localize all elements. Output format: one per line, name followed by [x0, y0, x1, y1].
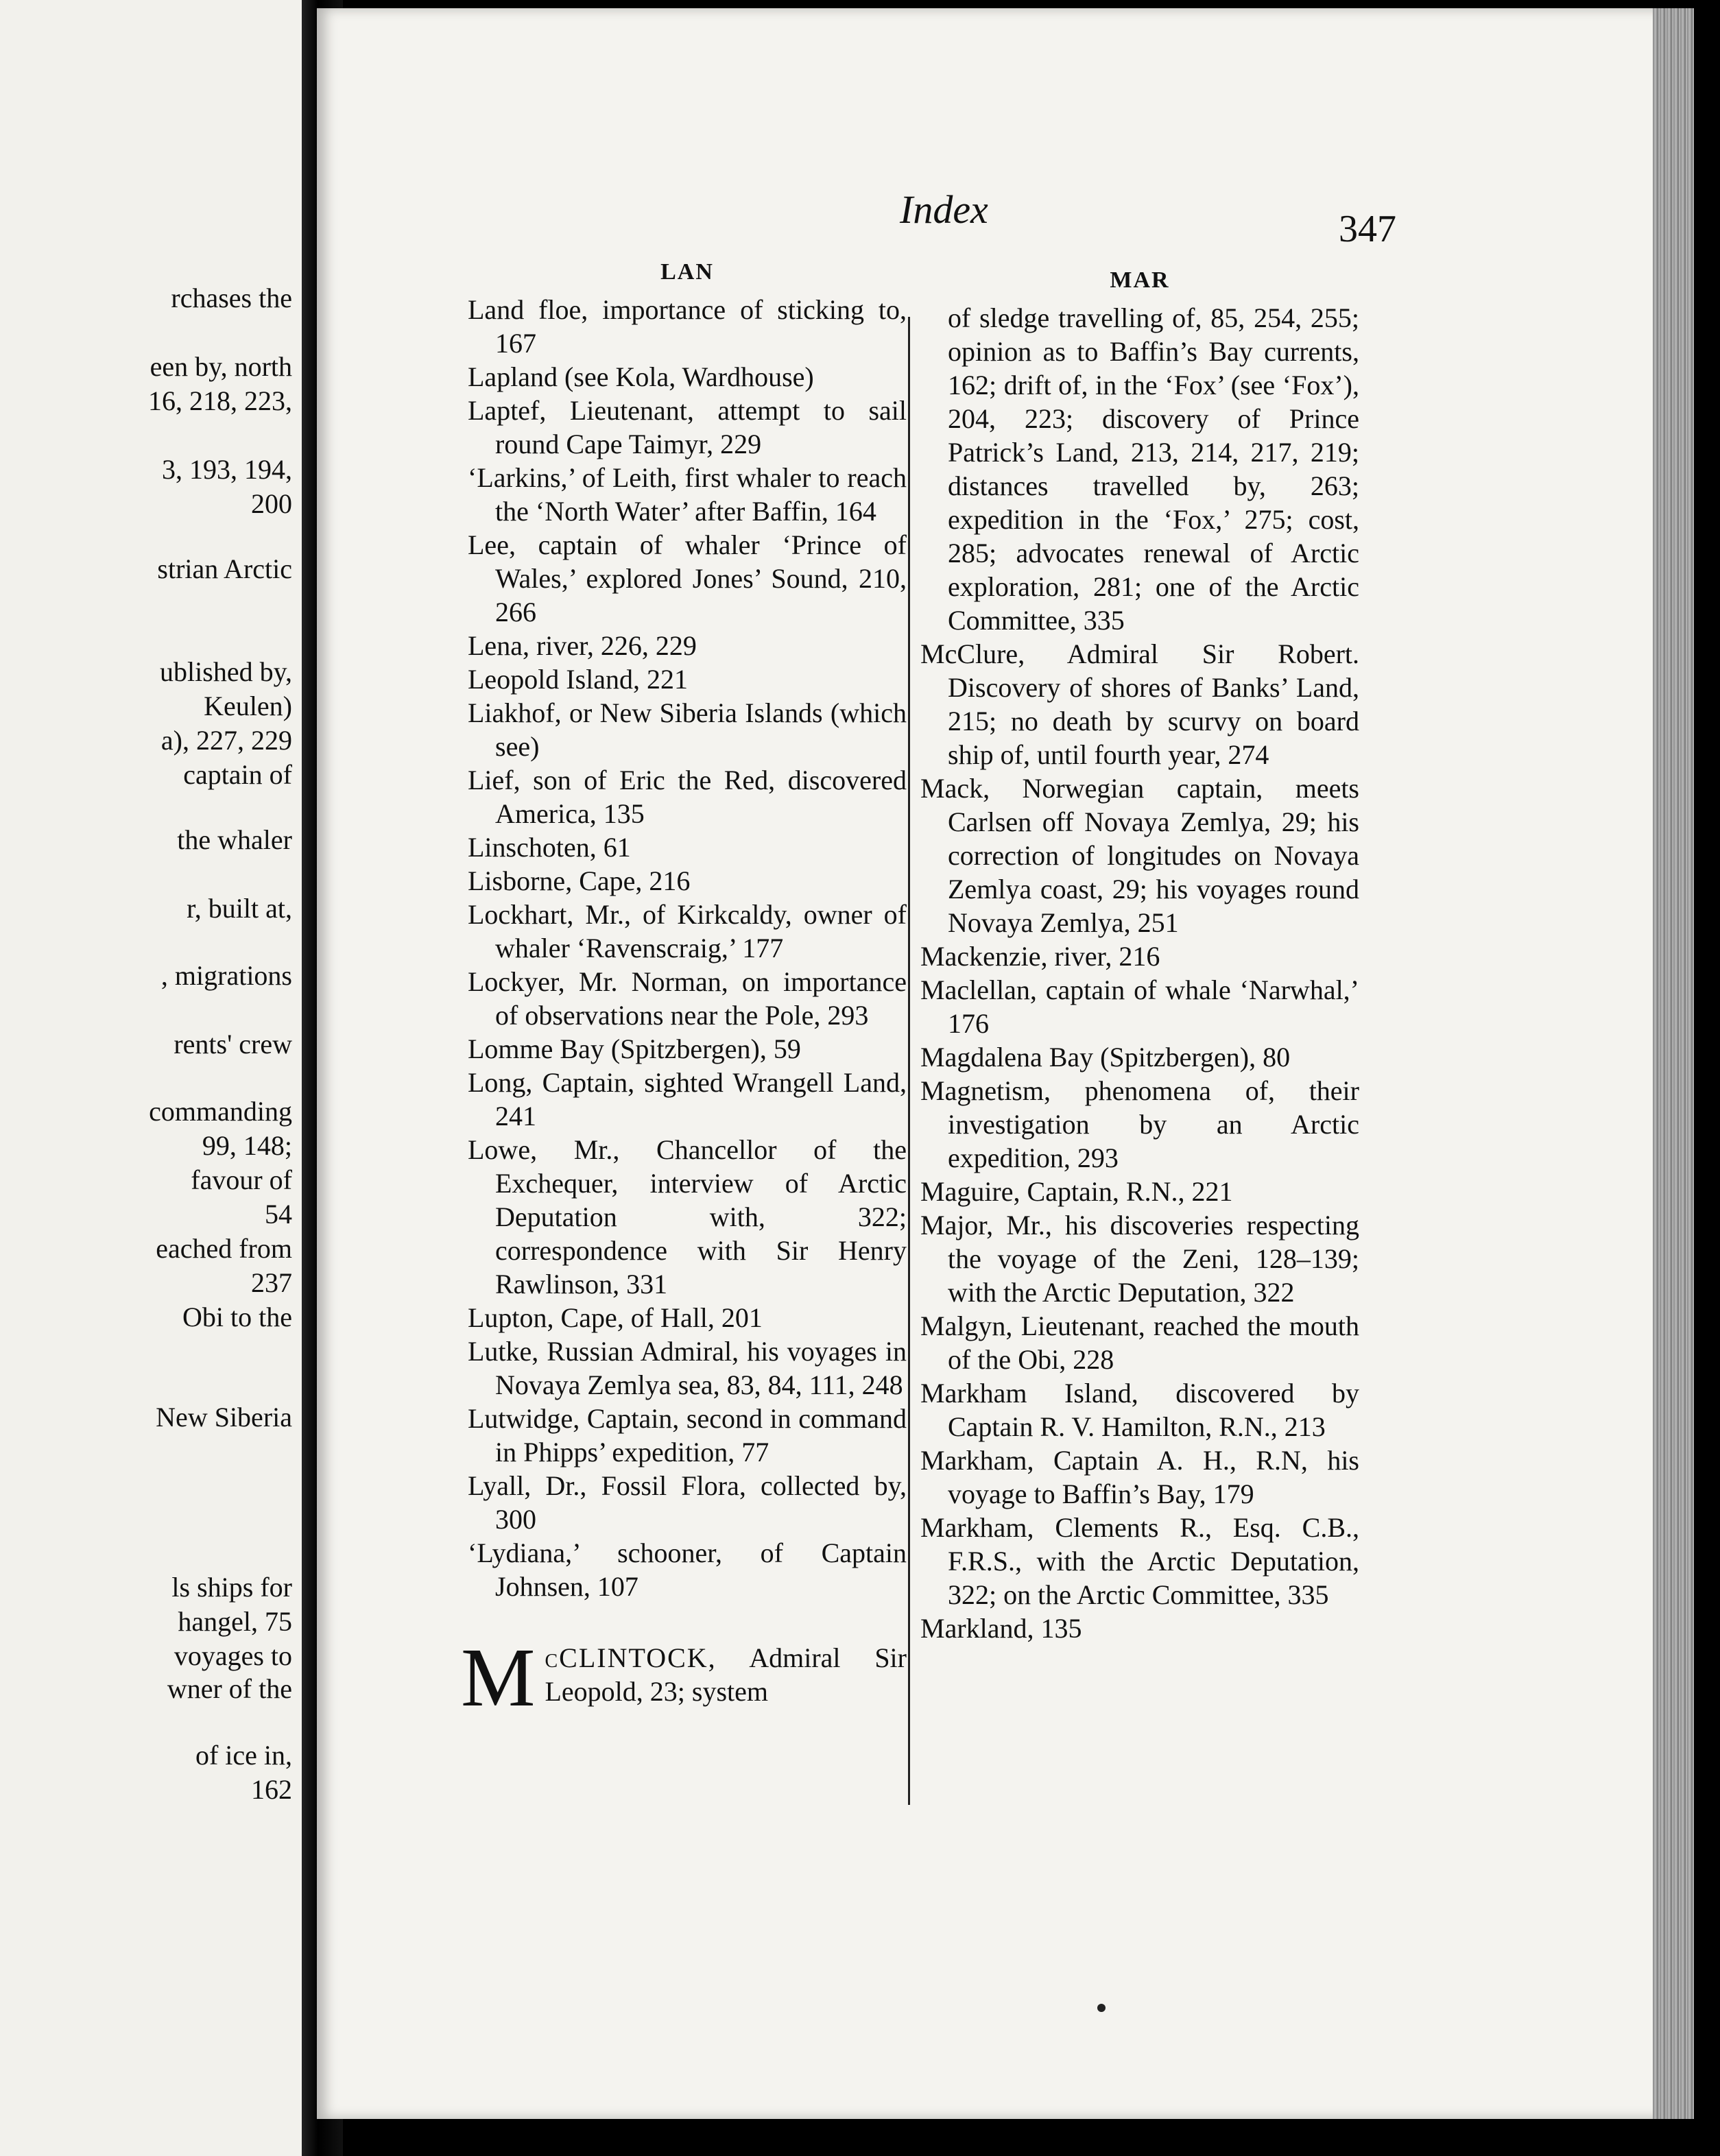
index-entry: Malgyn, Lieutenant, reached the mouth of the Obi, 228 [920, 1310, 1359, 1375]
left-page-fragment: een by, north [150, 351, 292, 382]
left-page-fragment: ublished by, [160, 656, 292, 687]
left-page-fragment: 162 [251, 1774, 292, 1805]
index-entry: Lomme Bay (Spitzbergen), 59 [468, 1033, 801, 1064]
guide-word-left: LAN [660, 259, 714, 285]
index-entry: Lutke, Russian Admiral, his voyages in Novaya Zemlya sea, 83, 84, 111, 248 [468, 1336, 907, 1400]
left-page-fragment: hangel, 75 [178, 1606, 292, 1637]
left-page-fragment: wner of the [167, 1673, 292, 1704]
index-entry: Lupton, Cape, of Hall, 201 [468, 1302, 763, 1333]
index-entry: Liakhof, or New Siberia Islands (which see) [468, 697, 907, 762]
left-page-fragment: New Siberia [156, 1402, 292, 1433]
index-entry: Major, Mr., his discoveries respecting the voyage of the Zeni, 128–139; with the Arctic Deputation, 322 [920, 1210, 1359, 1308]
entry-list-right [920, 301, 1359, 1645]
index-entry: ‘Larkins,’ of Leith, first whaler to reach the ‘North Water’ after Baffin, 164 [468, 462, 907, 527]
index-entry: Land floe, importance of sticking to, 167 [468, 294, 907, 359]
left-page-fragment: Obi to the [182, 1302, 292, 1332]
index-entry: Laptef, Lieutenant, attempt to sail round Cape Taimyr, 229 [468, 395, 907, 459]
index-entry: Mackenzie, river, 216 [920, 941, 1160, 972]
left-page-fragment: strian Arctic [157, 553, 292, 584]
index-entry: Lockyer, Mr. Norman, on importance of observations near the Pole, 293 [468, 966, 907, 1031]
left-page-edge [0, 0, 302, 2156]
left-page-fragment: 54 [265, 1199, 292, 1230]
entry-list-left [468, 293, 907, 1603]
left-page-fragment: ls ships for [171, 1572, 292, 1603]
index-entry: Long, Captain, sighted Wrangell Land, 241 [468, 1067, 907, 1131]
dropcap-initial: M [461, 1631, 536, 1724]
left-page-fragment: captain of [183, 759, 292, 790]
left-page-fragment: r, built at, [187, 893, 292, 924]
left-page-fragment: 3, 193, 194, [162, 454, 292, 485]
index-entry: Maclellan, captain of whale ‘Narwhal,’ 176 [920, 974, 1359, 1039]
dropcap-rest: Admiral Sir Leopold, 23; system [545, 1642, 907, 1707]
index-entry: Markland, 135 [920, 1613, 1082, 1644]
index-entry: Lena, river, 226, 229 [468, 630, 697, 661]
left-page-fragment: eached from [156, 1233, 292, 1264]
index-entry: Linschoten, 61 [468, 832, 631, 863]
column-divider [908, 317, 910, 1805]
index-entry: Lowe, Mr., Chancellor of the Exchequer, interview of Arctic Deputation with, 322; correspondence with Sir Henry Rawlinson, 331 [468, 1134, 907, 1299]
index-entry: Maguire, Captain, R.N., 221 [920, 1176, 1233, 1207]
index-entry: Lisborne, Cape, 216 [468, 865, 691, 896]
left-page-fragment: , migrations [160, 960, 292, 991]
page-number: 347 [1339, 208, 1396, 250]
left-page-fragment: 99, 148; [202, 1130, 292, 1161]
index-entry: Markham, Captain A. H., R.N, his voyage to Baffin’s Bay, 179 [920, 1445, 1359, 1509]
left-page-fragment: voyages to [174, 1640, 292, 1671]
left-page-fragment: the whaler [177, 824, 292, 855]
guide-word-right: MAR [1110, 267, 1170, 293]
index-entry: Lief, son of Eric the Red, discovered America, 135 [468, 765, 907, 829]
left-page-fragment: 200 [251, 488, 292, 519]
index-entry: Markham, Clements R., Esq. C.B., F.R.S., with the Arctic Deputation, 322; on the Arctic Committee, 335 [920, 1512, 1359, 1610]
index-entry: Magdalena Bay (Spitzbergen), 80 [920, 1042, 1291, 1073]
index-entry: Mack, Norwegian captain, meets Carlsen off Novaya Zemlya, 29; his correction of longitudes on Novaya Zemlya coast, 29; his voyages round Novaya Zemlya, 251 [920, 773, 1359, 938]
index-page [317, 8, 1694, 2119]
index-entry: Lutwidge, Captain, second in command in Phipps’ expedition, 77 [468, 1403, 907, 1468]
left-page-fragment: favour of [191, 1164, 292, 1195]
left-page-fragment: rchases the [171, 283, 292, 313]
index-entry: Leopold Island, 221 [468, 664, 689, 695]
left-page-fragment: of ice in, [195, 1740, 292, 1771]
left-page-fragment: rents' crew [174, 1029, 292, 1059]
index-entry: Markham Island, discovered by Captain R. V. Hamilton, R.N., 213 [920, 1378, 1359, 1442]
index-entry: Lapland (see Kola, Wardhouse) [468, 361, 814, 392]
index-entry: ‘Lydiana,’ schooner, of Captain Johnsen, 107 [468, 1537, 907, 1602]
index-entry: Lyall, Dr., Fossil Flora, collected by, 300 [468, 1470, 907, 1535]
index-column-left [461, 255, 907, 1724]
page-speck [1097, 2004, 1106, 2012]
index-entry: McClure, Admiral Sir Robert. Discovery of shores of Banks’ Land, 215; no death by scurvy on board ship of, until fourth year, 274 [920, 638, 1359, 770]
left-page-fragment: 16, 218, 223, [148, 385, 292, 416]
dropcap-smallcaps: cCLINTOCK, [545, 1642, 717, 1673]
left-page-fragment: a), 227, 229 [160, 725, 292, 756]
dropcap-entry [461, 1631, 907, 1724]
index-entry: Lockhart, Mr., of Kirkcaldy, owner of whaler ‘Ravenscraig,’ 177 [468, 899, 907, 963]
index-entry: of sledge travelling of, 85, 254, 255; opinion as to Baffin’s Bay currents, 162; drift of, in the ‘Fox’ (see ‘Fox’), 204, 223; discovery of Prince Patrick’s Land, 213, 214, 217, 219; distances travelled by, 263; expedition in the ‘Fox,’ 275; cost, 285; advocates renewal of Arctic exploration, 281; one of the Arctic Committee, 335 [948, 302, 1359, 636]
left-page-fragment: commanding [149, 1096, 292, 1127]
running-title: Index [900, 187, 988, 232]
index-entry: Lee, captain of whaler ‘Prince of Wales,’ explored Jones’ Sound, 210, 266 [468, 529, 907, 627]
left-page-fragment: 237 [251, 1267, 292, 1298]
left-page-fragment: Keulen) [204, 691, 292, 721]
index-column-right [920, 263, 1359, 1645]
index-entry: Magnetism, phenomena of, their investigation by an Arctic expedition, 293 [920, 1075, 1359, 1173]
